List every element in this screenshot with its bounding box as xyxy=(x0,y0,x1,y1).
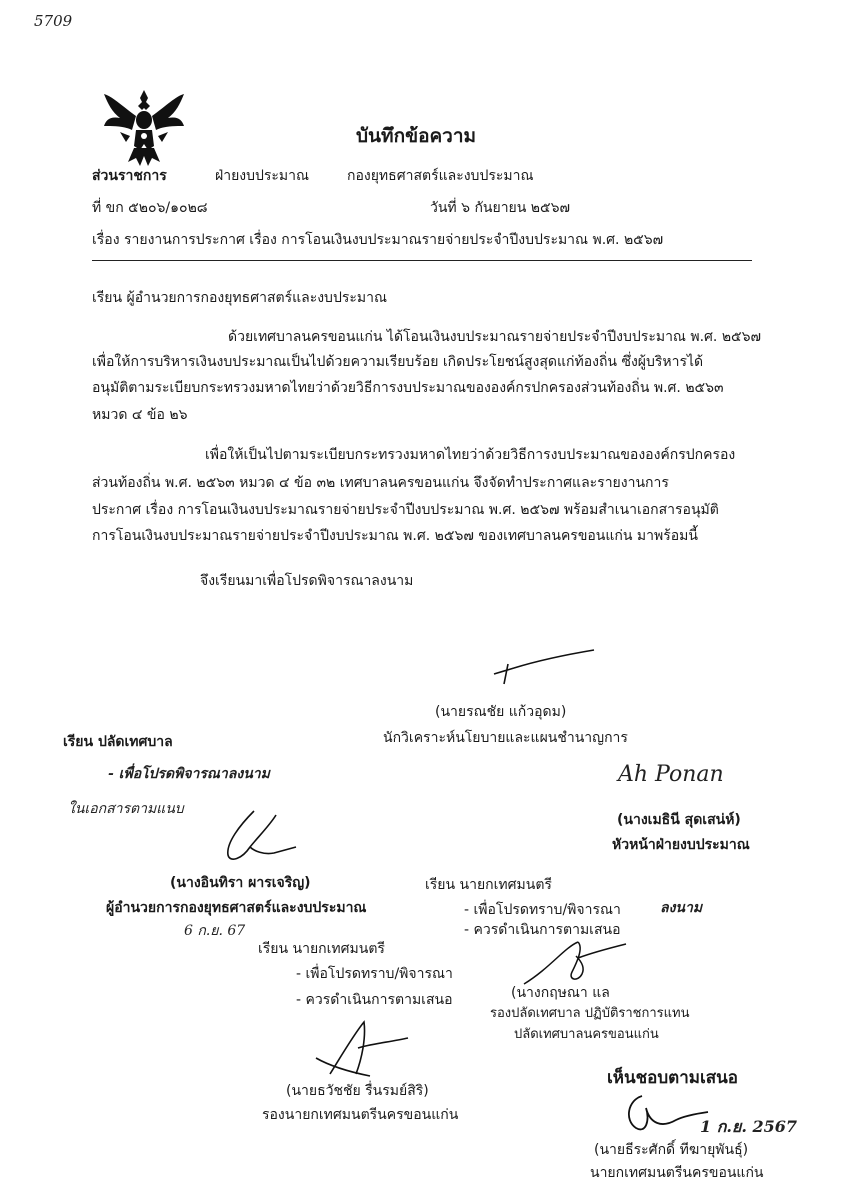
memo-subject: เรื่อง รายงานการประกาศ เรื่อง การโอนเงินงบประมาณรายจ่ายประจำปีงบประมาณ พ.ศ. ๒๕๖๗ xyxy=(92,232,664,248)
director-name: (นางอินทิรา ผารเจริญ) xyxy=(170,875,311,891)
body-line: หมวด ๔ ข้อ ๒๖ xyxy=(92,407,188,423)
deputy-mayor-signature xyxy=(310,1018,410,1082)
memo-title: บันทึกข้อความ xyxy=(356,125,477,147)
mayor-name: (นายธีระศักดิ์ ทีฆายุพันธุ์) xyxy=(594,1142,749,1158)
head-position: หัวหน้าฝ่ายงบประมาณ xyxy=(612,837,750,853)
approval-stamp: เห็นชอบตามเสนอ xyxy=(607,1068,738,1088)
director-signature xyxy=(214,807,300,867)
analyst-name: (นายรณชัย แก้วอุดม) xyxy=(435,704,567,720)
note-mayor-left-line2: - ควรดำเนินการตามเสนอ xyxy=(296,992,453,1008)
corner-note: 5709 xyxy=(34,12,73,30)
body-line: ส่วนท้องถิ่น พ.ศ. ๒๕๖๓ หมวด ๔ ข้อ ๓๒ เทศบาลนครขอนแก่น จึงจัดทำประกาศและรายงานการ xyxy=(92,475,669,491)
director-handwritten-date: 6 ก.ย. 67 xyxy=(184,923,246,939)
memo-date: วันที่ ๖ กันยายน ๒๕๖๗ xyxy=(430,200,571,216)
note-mayor-left-to: เรียน นายกเทศมนตรี xyxy=(258,941,385,957)
note-mayor-right-line1: - เพื่อโปรดทราบ/พิจารณา xyxy=(464,902,621,918)
body-line: การโอนเงินงบประมาณรายจ่ายประจำปีงบประมาณ พ.ศ. ๒๕๖๗ ของเทศบาลนครขอนแก่น มาพร้อมนี้ xyxy=(92,528,698,544)
agency-division: กองยุทธศาสตร์และงบประมาณ xyxy=(347,168,534,184)
body-line: อนุมัติตามระเบียบกระทรวงมหาดไทยว่าด้วยวิธีการงบประมาณขององค์กรปกครองส่วนท้องถิ่น พ.ศ. ๒๕๖๓ xyxy=(92,380,724,396)
agency-label: ส่วนราชการ xyxy=(92,168,167,184)
mayor-signature xyxy=(620,1090,710,1136)
analyst-signature xyxy=(490,646,600,686)
deputy-clerk-position-1: รองปลัดเทศบาล ปฏิบัติราชการแทน xyxy=(490,1006,690,1021)
closing-line: จึงเรียนมาเพื่อโปรดพิจารณาลงนาม xyxy=(200,573,414,589)
note-deputy-line1: - เพื่อโปรดพิจารณาลงนาม xyxy=(108,766,270,782)
agency-value: ฝ่ายงบประมาณ xyxy=(215,168,309,184)
deputy-clerk-position-2: ปลัดเทศบาลนครขอนแก่น xyxy=(514,1027,659,1042)
body-line: เพื่อให้การบริหารเงินงบประมาณเป็นไปด้วยความเรียบร้อย เกิดประโยชน์สูงสุดแก่ท้องถิ่น ซึ่งผู้บริหารได้ xyxy=(92,354,704,370)
director-position: ผู้อำนวยการกองยุทธศาสตร์และงบประมาณ xyxy=(106,900,367,916)
deputy-mayor-name: (นายธวัชชัย รื่นรมย์สิริ) xyxy=(286,1083,429,1099)
body-line: ประกาศ เรื่อง การโอนเงินงบประมาณรายจ่ายประจำปีงบประมาณ พ.ศ. ๒๕๖๗ พร้อมสำเนาเอกสารอนุมัติ xyxy=(92,502,719,518)
analyst-position: นักวิเคราะห์นโยบายและแผนชำนาญการ xyxy=(383,730,628,746)
body-line: เพื่อให้เป็นไปตามระเบียบกระทรวงมหาดไทยว่าด้วยวิธีการงบประมาณขององค์กรปกครอง xyxy=(205,447,736,463)
deputy-clerk-signature xyxy=(520,938,630,988)
deputy-clerk-name: (นางกฤษณา แล xyxy=(511,985,610,1001)
salutation: เรียน ผู้อำนวยการกองยุทธศาสตร์และงบประมาณ xyxy=(92,290,387,306)
mayor-position: นายกเทศมนตรีนครขอนแก่น xyxy=(590,1165,764,1181)
deputy-mayor-position: รองนายกเทศมนตรีนครขอนแก่น xyxy=(262,1107,459,1123)
header-divider xyxy=(92,260,752,261)
reference-number: ที่ ขก ๕๒๐๖/๑๐๒๘ xyxy=(92,200,208,216)
note-mayor-right-to: เรียน นายกเทศมนตรี xyxy=(425,877,552,893)
head-name: (นางเมธินี สุดเสน่ห์) xyxy=(617,812,741,828)
note-deputy-to: เรียน ปลัดเทศบาล xyxy=(63,734,173,750)
note-mayor-right-handwritten: ลงนาม xyxy=(660,900,703,916)
note-mayor-left-line1: - เพื่อโปรดทราบ/พิจารณา xyxy=(296,966,453,982)
note-mayor-right-line2: - ควรดำเนินการตามเสนอ xyxy=(464,922,621,938)
approval-date: 1 ก.ย. 2567 xyxy=(700,1117,798,1136)
garuda-emblem xyxy=(102,86,186,168)
head-handwritten-signature: Ah Ponan xyxy=(618,762,724,787)
note-deputy-line2: ในเอกสารตามแนบ xyxy=(68,801,184,817)
body-line: ด้วยเทศบาลนครขอนแก่น ได้โอนเงินงบประมาณรายจ่ายประจำปีงบประมาณ พ.ศ. ๒๕๖๗ xyxy=(228,329,762,345)
